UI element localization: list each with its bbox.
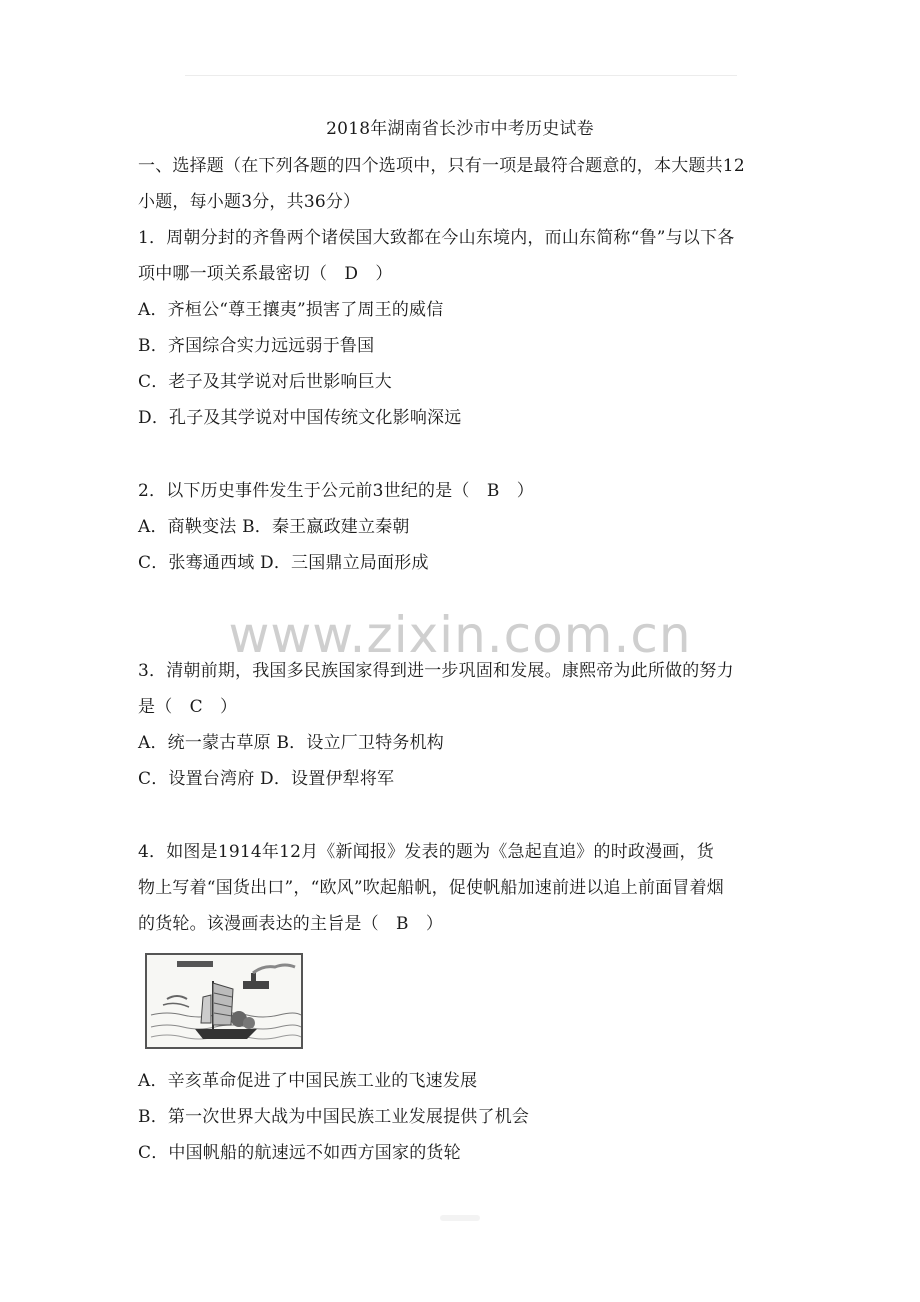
question-3-stem-line-2: 是（ C ） — [138, 697, 238, 717]
question-4-stem-line-3: 的货轮。该漫画表达的主旨是（ B ） — [138, 914, 444, 934]
document-title: 2018年湖南省长沙市中考历史试卷 — [326, 119, 594, 139]
footer-mark — [440, 1215, 480, 1221]
question-1-option-a: A．齐桓公“尊王攘夷”损害了周王的威信 — [138, 300, 444, 320]
section-heading-line-1: 一、选择题（在下列各题的四个选项中，只有一项是最符合题意的，本大题共12 — [138, 156, 745, 176]
question-3-stem-line-1: 3．清朝前期，我国多民族国家得到进一步巩固和发展。康熙帝为此所做的努力 — [138, 661, 734, 681]
cartoon-illustration — [145, 953, 303, 1049]
question-2-option-c-d: C．张骞通西域 D．三国鼎立局面形成 — [138, 553, 429, 573]
watermark: www.zixin.com.cn — [228, 606, 692, 664]
question-4-stem-line-1: 4．如图是1914年12月《新闻报》发表的题为《急起直追》的时政漫画，货 — [138, 842, 714, 862]
question-3-option-a-b: A．统一蒙古草原 B．设立厂卫特务机构 — [138, 733, 444, 753]
question-1-option-d: D．孔子及其学说对中国传统文化影响深远 — [138, 408, 462, 428]
header-rule — [185, 75, 737, 76]
question-3-option-c-d: C．设置台湾府 D．设置伊犁将军 — [138, 769, 395, 789]
question-2-option-a-b: A．商鞅变法 B．秦王嬴政建立秦朝 — [138, 517, 410, 537]
question-1-stem-line-1: 1．周朝分封的齐鲁两个诸侯国大致都在今山东境内，而山东简称“鲁”与以下各 — [138, 228, 735, 248]
question-4-option-b: B．第一次世界大战为中国民族工业发展提供了机会 — [138, 1107, 530, 1127]
question-1-stem-line-2: 项中哪一项关系最密切（ D ） — [138, 264, 393, 284]
question-4-stem-line-2: 物上写着“国货出口”，“欧风”吹起船帆，促使帆船加速前进以追上前面冒着烟 — [138, 878, 724, 898]
question-1-option-c: C．老子及其学说对后世影响巨大 — [138, 372, 393, 392]
question-2-stem-line-1: 2．以下历史事件发生于公元前3世纪的是（ B ） — [138, 481, 534, 501]
question-1-option-b: B．齐国综合实力远远弱于鲁国 — [138, 336, 375, 356]
question-4-option-c: C．中国帆船的航速远不如西方国家的货轮 — [138, 1143, 461, 1163]
question-4-option-a: A．辛亥革命促进了中国民族工业的飞速发展 — [138, 1071, 478, 1091]
section-heading-line-2: 小题，每小题3分，共36分） — [138, 192, 361, 212]
